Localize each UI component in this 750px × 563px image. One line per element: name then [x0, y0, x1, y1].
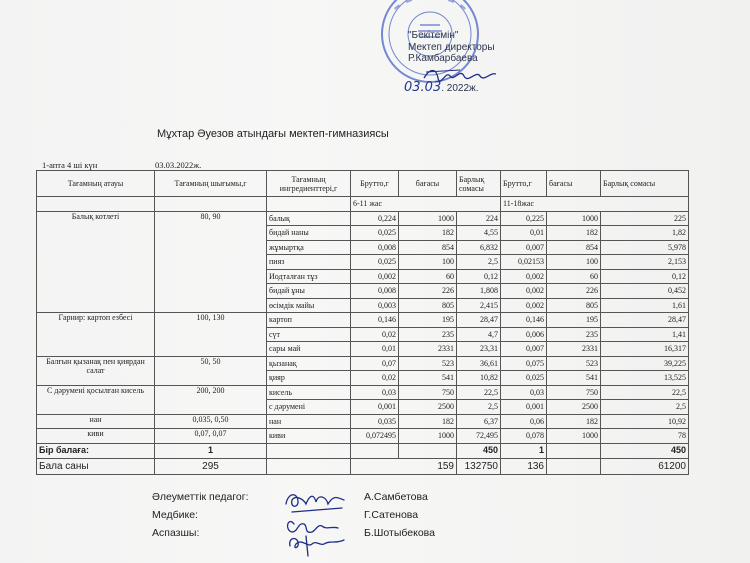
- price-11-18: 60: [547, 269, 601, 284]
- total-6-11: 1,808: [457, 284, 501, 299]
- price-6-11: 100: [399, 255, 457, 270]
- total-11-18: 13,525: [601, 371, 689, 386]
- header-yield: Тағамның шығымы,г: [155, 171, 267, 197]
- child-count-total-2: 61200: [601, 458, 689, 474]
- approval-position: Мектеп директоры: [408, 41, 495, 53]
- signature-cook: [152, 527, 199, 539]
- price-6-11: 541: [399, 371, 457, 386]
- approval-director: Р.Камбарбаева: [408, 53, 478, 64]
- table-row: [37, 414, 689, 429]
- gross-6-11: 0,025: [351, 255, 399, 270]
- price-6-11: 523: [399, 356, 457, 371]
- table-header-row: [37, 171, 689, 197]
- total-11-18: 28,47: [601, 313, 689, 328]
- header-dish: Тағамның атауы: [37, 171, 155, 197]
- age-group-6-11: 6-11 жас: [351, 197, 501, 212]
- gross-6-11: 0,224: [351, 211, 399, 226]
- approval-date-handwritten: 03.03: [404, 80, 442, 95]
- header-price-2: бағасы: [547, 171, 601, 197]
- dish-name: Балғын қызанақ пен қиярдан салат: [37, 356, 155, 385]
- per-child-sum-2: 450: [601, 443, 689, 458]
- header-ingredients: Тағамның ингредиенттері,г: [267, 171, 351, 197]
- dish-name: Гарнир: картоп езбесі: [37, 313, 155, 357]
- price-11-18: 182: [547, 226, 601, 241]
- per-child-count-2: 1: [501, 443, 547, 458]
- signature-role: Медбике:: [152, 509, 198, 521]
- price-6-11: 195: [399, 313, 457, 328]
- price-6-11: 2500: [399, 400, 457, 415]
- table-row: [37, 356, 689, 371]
- gross-11-18: 0,06: [501, 414, 547, 429]
- dish-name: нан: [37, 414, 155, 429]
- dish-yield: 0,035, 0,50: [155, 414, 267, 429]
- price-11-18: 1000: [547, 211, 601, 226]
- header-total-2: Барлық сомасы: [601, 171, 689, 197]
- ingredient-name: қияр: [267, 371, 351, 386]
- total-11-18: 5,978: [601, 240, 689, 255]
- gross-11-18: 0,025: [501, 371, 547, 386]
- menu-date: 03.03.2022ж.: [155, 160, 202, 170]
- gross-11-18: 0,002: [501, 298, 547, 313]
- age-group-11-18: 11-18жас: [501, 197, 689, 212]
- dish-name: киви: [37, 429, 155, 444]
- per-child-sum-1: 450: [457, 443, 501, 458]
- signature-role: Аспазшы:: [152, 527, 200, 539]
- ingredient-name: балық: [267, 211, 351, 226]
- gross-11-18: 0,075: [501, 356, 547, 371]
- price-11-18: 750: [547, 385, 601, 400]
- approval-date: [404, 80, 479, 95]
- gross-11-18: 0,078: [501, 429, 547, 444]
- total-6-11: 2,5: [457, 400, 501, 415]
- price-6-11: 1000: [399, 429, 457, 444]
- age-group-row: [37, 197, 689, 212]
- gross-11-18: 0,01: [501, 226, 547, 241]
- total-11-18: 1,41: [601, 327, 689, 342]
- total-11-18: 2,153: [601, 255, 689, 270]
- dish-yield: 80, 90: [155, 211, 267, 313]
- total-6-11: 6,37: [457, 414, 501, 429]
- header-gross-2: Брутто,г: [501, 171, 547, 197]
- total-6-11: 2,415: [457, 298, 501, 313]
- gross-6-11: 0,146: [351, 313, 399, 328]
- ingredient-name: картоп: [267, 313, 351, 328]
- price-6-11: 2331: [399, 342, 457, 357]
- gross-6-11: 0,003: [351, 298, 399, 313]
- table-row: [37, 313, 689, 328]
- total-6-11: 23,31: [457, 342, 501, 357]
- price-11-18: 854: [547, 240, 601, 255]
- price-6-11: 1000: [399, 211, 457, 226]
- total-11-18: 2,5: [601, 400, 689, 415]
- ingredient-name: Иодталған тұз: [267, 269, 351, 284]
- dish-name: Балық котлеті: [37, 211, 155, 313]
- approval-date-year: . 2022ж.: [441, 83, 479, 94]
- ingredient-name: өсімдік майы: [267, 298, 351, 313]
- child-count-label: Бала саны: [37, 458, 155, 474]
- gross-11-18: 0,225: [501, 211, 547, 226]
- gross-11-18: 0,146: [501, 313, 547, 328]
- gross-11-18: 0,03: [501, 385, 547, 400]
- ingredient-name: сары май: [267, 342, 351, 357]
- total-11-18: 39,225: [601, 356, 689, 371]
- ingredient-name: жұмыртқа: [267, 240, 351, 255]
- gross-11-18: 0,006: [501, 327, 547, 342]
- total-11-18: 22,5: [601, 385, 689, 400]
- per-child-label: Бір балаға:: [37, 443, 155, 458]
- signature-social-pedagogue: [152, 491, 249, 503]
- table-row: [37, 211, 689, 226]
- per-child-row: [37, 443, 689, 458]
- total-6-11: 2,5: [457, 255, 501, 270]
- gross-11-18: 0,001: [501, 400, 547, 415]
- header-price-1: бағасы: [399, 171, 457, 197]
- per-child-count-1: 1: [155, 443, 267, 458]
- ingredient-name: пияз: [267, 255, 351, 270]
- table-row: [37, 385, 689, 400]
- total-6-11: 28,47: [457, 313, 501, 328]
- dish-yield: 0,07, 0,07: [155, 429, 267, 444]
- gross-6-11: 0,02: [351, 371, 399, 386]
- child-count-1: 295: [155, 458, 267, 474]
- price-11-18: 182: [547, 414, 601, 429]
- gross-11-18: 0,02153: [501, 255, 547, 270]
- ingredient-name: нан: [267, 414, 351, 429]
- gross-6-11: 0,03: [351, 385, 399, 400]
- approval-title: "Бекітемін": [408, 30, 459, 41]
- total-6-11: 36,61: [457, 356, 501, 371]
- gross-6-11: 0,01: [351, 342, 399, 357]
- total-6-11: 72,495: [457, 429, 501, 444]
- total-6-11: 6,832: [457, 240, 501, 255]
- gross-6-11: 0,002: [351, 269, 399, 284]
- gross-11-18: 0,007: [501, 342, 547, 357]
- ingredient-name: с дәрумені: [267, 400, 351, 415]
- total-6-11: 4,55: [457, 226, 501, 241]
- price-11-18: 2500: [547, 400, 601, 415]
- price-6-11: 60: [399, 269, 457, 284]
- price-11-18: 541: [547, 371, 601, 386]
- total-6-11: 10,82: [457, 371, 501, 386]
- menu-body: [37, 211, 689, 443]
- gross-6-11: 0,008: [351, 240, 399, 255]
- ingredient-name: қызанақ: [267, 356, 351, 371]
- total-6-11: 4,7: [457, 327, 501, 342]
- child-count-2: 159: [351, 458, 457, 474]
- week-day-line: [42, 160, 202, 170]
- header-gross-1: Брутто,г: [351, 171, 399, 197]
- total-11-18: 16,317: [601, 342, 689, 357]
- menu-table: [36, 170, 689, 475]
- signature-name: Б.Шотыбекова: [364, 527, 435, 539]
- ingredient-name: киви: [267, 429, 351, 444]
- child-count-3: 136: [501, 458, 547, 474]
- signature-nurse: [152, 509, 198, 521]
- week-label: 1-апта 4 ші күн: [42, 160, 98, 170]
- price-11-18: 100: [547, 255, 601, 270]
- total-11-18: 10,92: [601, 414, 689, 429]
- price-11-18: 805: [547, 298, 601, 313]
- price-6-11: 854: [399, 240, 457, 255]
- total-6-11: 22,5: [457, 385, 501, 400]
- signature-name: А.Самбетова: [364, 491, 428, 503]
- signature-role: Әлеуметтік педагог:: [152, 491, 249, 503]
- price-6-11: 805: [399, 298, 457, 313]
- price-11-18: 523: [547, 356, 601, 371]
- price-11-18: 2331: [547, 342, 601, 357]
- ingredient-name: сүт: [267, 327, 351, 342]
- price-6-11: 226: [399, 284, 457, 299]
- gross-6-11: 0,035: [351, 414, 399, 429]
- gross-11-18: 0,002: [501, 284, 547, 299]
- price-11-18: 195: [547, 313, 601, 328]
- gross-6-11: 0,07: [351, 356, 399, 371]
- child-count-row: [37, 458, 689, 474]
- price-6-11: 750: [399, 385, 457, 400]
- approval-block: [408, 30, 495, 65]
- signature-name: Г.Сатенова: [364, 509, 419, 521]
- dish-yield: 50, 50: [155, 356, 267, 385]
- ingredient-name: бидай ұны: [267, 284, 351, 299]
- price-11-18: 1000: [547, 429, 601, 444]
- total-11-18: 0,12: [601, 269, 689, 284]
- handwritten-signatures: [282, 490, 362, 558]
- gross-11-18: 0,007: [501, 240, 547, 255]
- school-title: Мұхтар Әуезов атындағы мектеп-гимназиясы: [157, 128, 389, 140]
- total-11-18: 0,452: [601, 284, 689, 299]
- price-6-11: 182: [399, 414, 457, 429]
- price-6-11: 182: [399, 226, 457, 241]
- total-6-11: 0,12: [457, 269, 501, 284]
- gross-6-11: 0,072495: [351, 429, 399, 444]
- dish-name: С дәруменi қосылған кисель: [37, 385, 155, 414]
- ingredient-name: кисель: [267, 385, 351, 400]
- dish-yield: 100, 130: [155, 313, 267, 357]
- ingredient-name: бидай наны: [267, 226, 351, 241]
- price-6-11: 235: [399, 327, 457, 342]
- price-11-18: 226: [547, 284, 601, 299]
- total-11-18: 1,61: [601, 298, 689, 313]
- total-11-18: 78: [601, 429, 689, 444]
- gross-6-11: 0,02: [351, 327, 399, 342]
- price-11-18: 235: [547, 327, 601, 342]
- total-11-18: 225: [601, 211, 689, 226]
- total-11-18: 1,82: [601, 226, 689, 241]
- gross-6-11: 0,008: [351, 284, 399, 299]
- gross-6-11: 0,001: [351, 400, 399, 415]
- child-count-total-1: 132750: [457, 458, 501, 474]
- table-row: [37, 429, 689, 444]
- dish-yield: 200, 200: [155, 385, 267, 414]
- total-6-11: 224: [457, 211, 501, 226]
- header-total-1: Барлық сомасы: [457, 171, 501, 197]
- gross-11-18: 0,002: [501, 269, 547, 284]
- gross-6-11: 0,025: [351, 226, 399, 241]
